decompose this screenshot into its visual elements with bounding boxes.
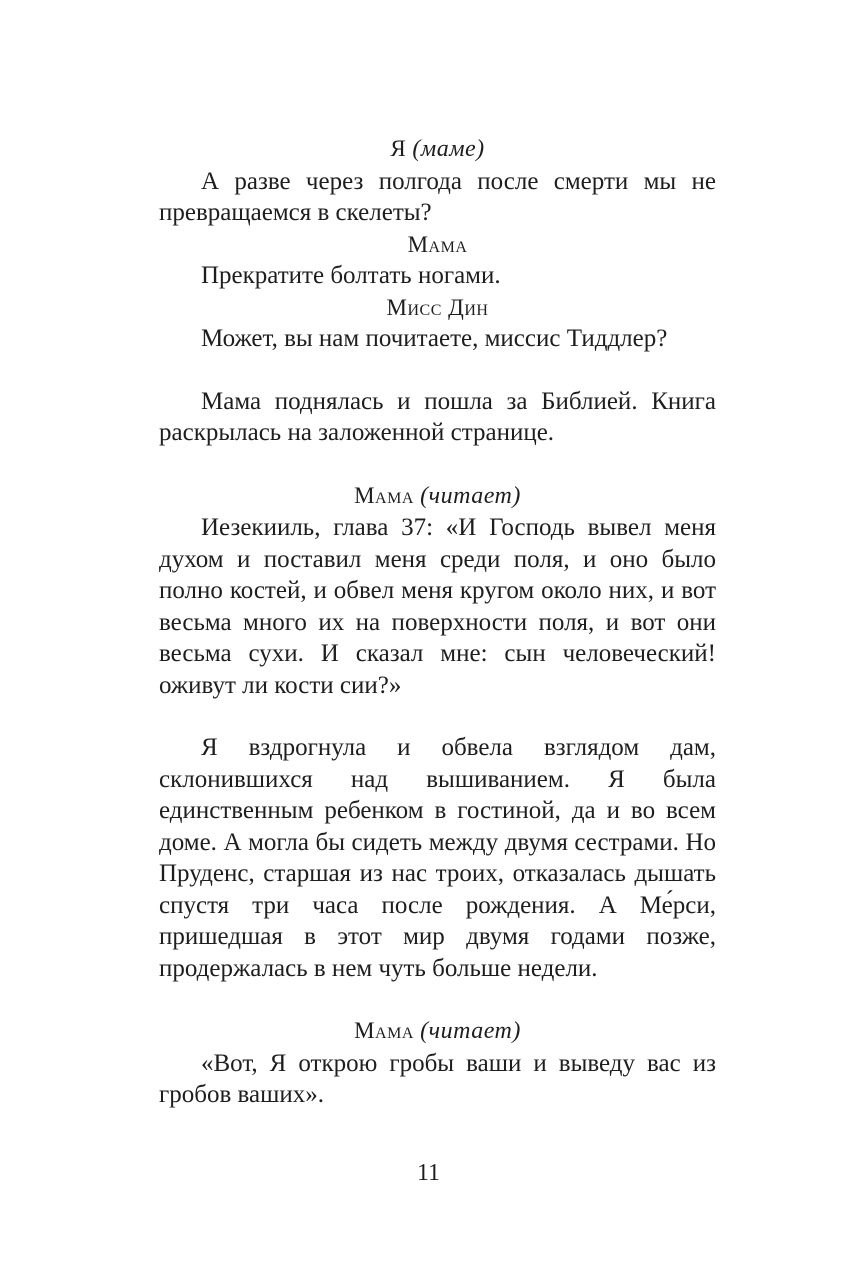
speaker-heading [159,292,716,324]
speaker-name: Мама [354,1018,414,1043]
dialogue-line: Может, вы нам почитаете, миссис Тиддлер? [201,325,668,352]
paragraph-gap [159,355,716,386]
page-text [159,133,716,1111]
stage-direction: (читает) [420,482,521,509]
paragraph-gap [159,701,716,732]
speaker-name: Мисс Дин [386,294,489,320]
dialogue-line: «Вот, Я открою гробы ваши и выведу вас из гробов ваших». [159,1049,716,1108]
narrative-paragraph: Я вздрогнула и обвела взглядом дам, склонившихся над вышиванием. Я была единственным ребенком в гостиной, да и во всем доме. А могла бы сидеть между двумя сестрами. Но Пруденс, старшая из нас троих, отказалась дышать спустя три часа после рождения. А Ме́рси, пришедшая в этот мир двумя годами позже, продержалась в нем чуть больше недели. [159,734,716,982]
stage-direction: (читает) [420,1018,521,1044]
speaker-heading [159,480,716,513]
narrative-paragraph: Мама поднялась и пошла за Библией. Книга раскрылась на заложенной странице. [159,387,716,446]
page-number: 11 [416,1160,441,1186]
speaker-heading [159,1015,716,1048]
speaker-name: Мама [354,482,414,508]
dialogue-line: Прекратите болтать ногами. [201,262,501,289]
stage-direction: (маме) [412,136,485,162]
dialogue-line: Иезекииль, глава 37: «И Господь вывел меня духом и поставил меня среди поля, и оно было полно костей, и обвел меня кругом около них, и вот весьма много их на поверхности поля, и вот они весьма сухи. И сказал мне: сын человеческий! оживут ли кости сии?» [159,514,716,699]
paragraph-gap [159,984,716,1015]
speaker-name: Мама [407,231,468,257]
speaker-name: Я [390,136,407,161]
speaker-heading [159,133,716,166]
dialogue-line: А разве через полгода после смерти мы не превращаемся в скелеты? [159,167,716,226]
paragraph-gap [159,449,716,480]
speaker-heading [159,229,716,261]
